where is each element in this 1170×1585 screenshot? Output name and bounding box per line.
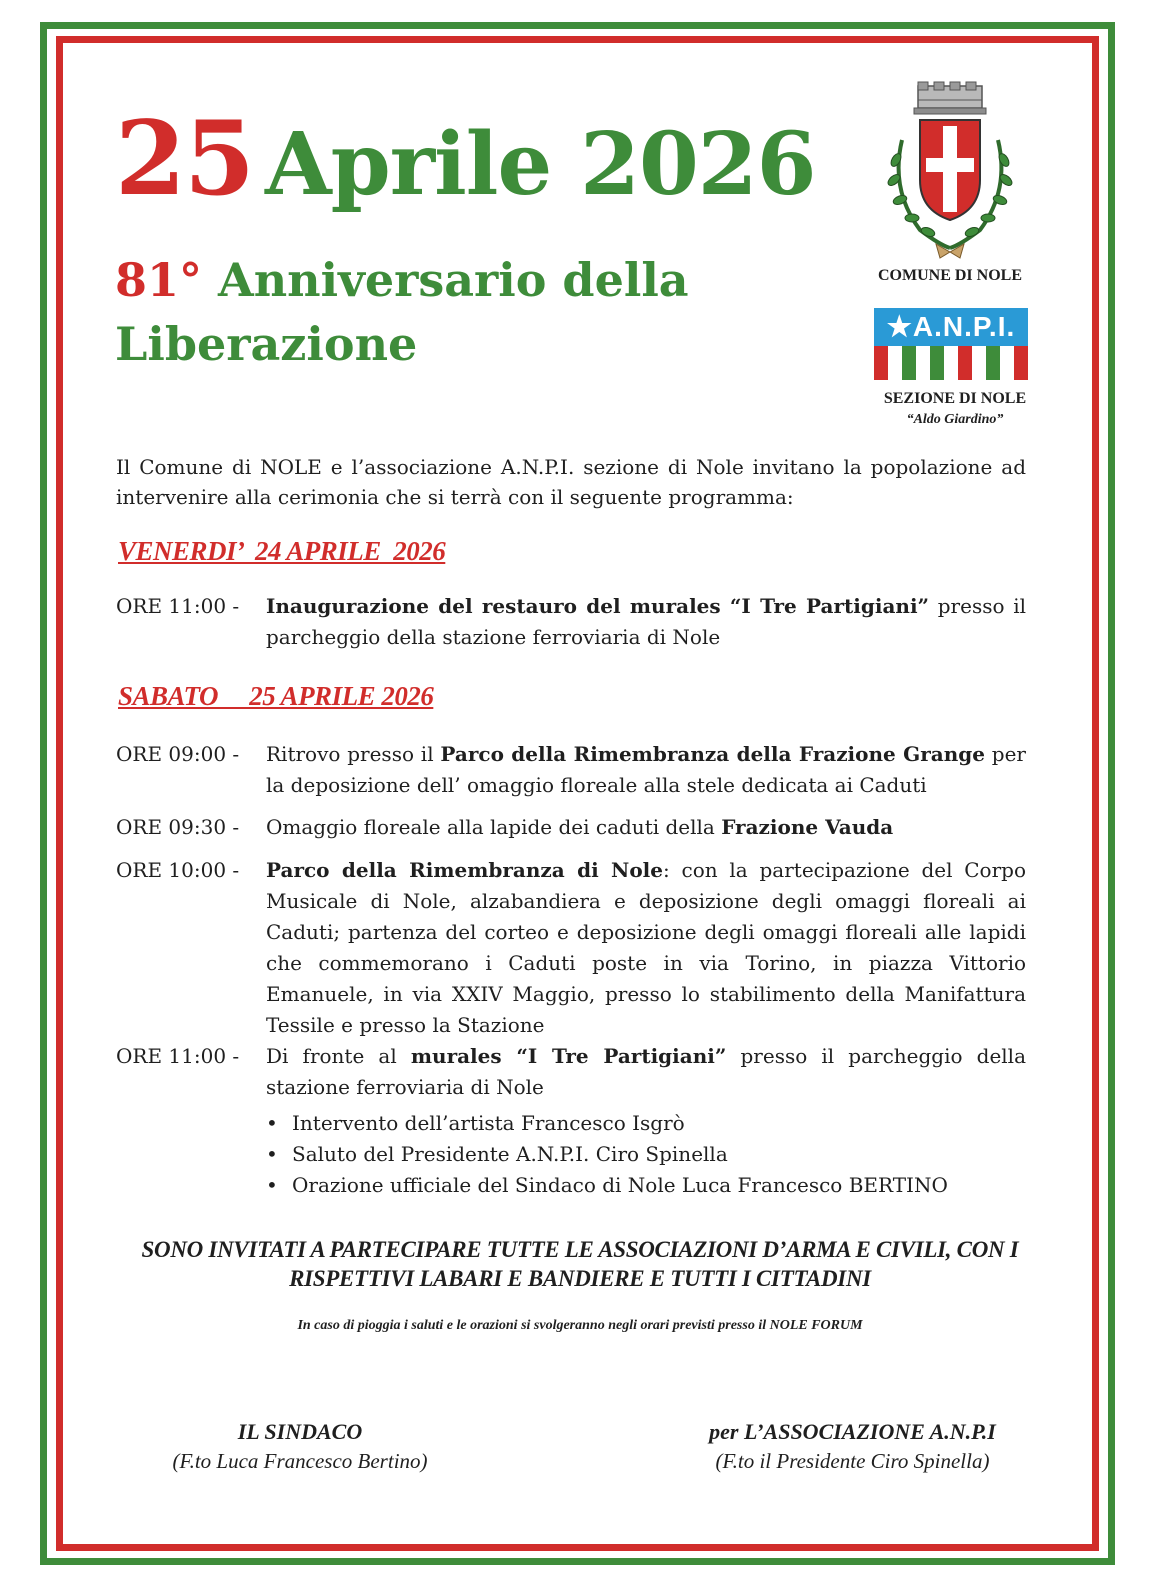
event-time: ORE 09:30 - (116, 815, 240, 839)
event-time: ORE 09:00 - (116, 742, 240, 766)
signature-mayor (120, 1418, 480, 1476)
event-saturday-1100 (116, 1041, 1026, 1103)
anniversary-number: 81° (115, 253, 203, 307)
signature-name: (F.to Luca Francesco Bertino) (172, 1449, 428, 1473)
event-description (266, 1041, 1026, 1103)
event-text: per la deposizione dell’ omaggio floreale alla stele dedicata ai Caduti (266, 742, 1026, 797)
event-text: Di fronte al (266, 1044, 411, 1068)
event-text: : con la partecipazione del Corpo Musicale di Nole, alzabandiera e deposizione degli omaggi floreali ai Caduti; partenza del corteo e deposizione degli omaggi floreali alle lapidi che commemorano i Caduti poste in via Torino, in piazza Vittorio Emanuele, in via XXIV Maggio, presso lo stabilimento della Manifattura Tessile e presso la Stazione (266, 858, 1026, 1037)
comune-label: COMUNE DI NOLE (877, 267, 1022, 284)
event-saturday-0930 (116, 812, 1026, 843)
event-time: ORE 11:00 - (116, 1044, 240, 1068)
event-description (266, 855, 1026, 1041)
event-saturday-0900 (116, 739, 1026, 801)
event-highlight: Frazione Vauda (721, 815, 894, 839)
event-highlight: Parco della Rimembranza di Nole (266, 858, 664, 882)
event-text: Ritrovo presso il (266, 742, 441, 766)
speaker-list (266, 1108, 1026, 1201)
list-item: • Saluto del Presidente A.N.P.I. Ciro Spinella (266, 1139, 1026, 1170)
intro-paragraph: Il Comune di NOLE e l’associazione A.N.P.I. sezione di Nole invitano la popolazione ad intervenire alla cerimonia che si terrà con il seguente programma: (116, 455, 1026, 509)
rain-note: In caso di pioggia i saluti e le orazioni si svolgeranno negli orari previsti presso il NOLE FORUM (297, 1318, 863, 1333)
event-highlight: Parco della Rimembranza della Frazione Grange (440, 742, 985, 766)
anpi-acronym: A.N.P.I. (912, 311, 1016, 342)
list-item: • Intervento dell’artista Francesco Isgrò (266, 1108, 1026, 1139)
title-day: 25 (115, 99, 253, 219)
event-saturday-1000 (116, 855, 1026, 1041)
invitation-notice: SONO INVITATI A PARTECIPARE TUTTE LE ASSOCIAZIONI D’ARMA E CIVILI, CON I RISPETTIVI LABARI E BANDIERE E TUTTI I CITTADINI (141, 1237, 1019, 1291)
signature-anpi (660, 1418, 1045, 1476)
event-time: ORE 10:00 - (116, 858, 240, 882)
signature-role: IL SINDACO (237, 1419, 363, 1444)
comune-crest-icon (880, 80, 1020, 260)
day-heading-saturday: SABATO 25 APRILE 2026 (118, 681, 434, 711)
star-icon: ★ (886, 311, 913, 342)
event-friday-1100 (116, 591, 1026, 653)
event-highlight: Inaugurazione del restauro del murales “I Tre Partigiani” (266, 594, 930, 618)
anpi-logo-text (874, 308, 1028, 346)
event-time: ORE 11:00 - (116, 594, 240, 618)
event-text: presso il parcheggio della stazione ferroviaria di Nole (266, 1044, 1026, 1099)
signature-name: (F.to il Presidente Ciro Spinella) (715, 1449, 990, 1473)
title-month-year: Aprile 2026 (264, 114, 816, 215)
signature-role: per L’ASSOCIAZIONE A.N.P.I (709, 1419, 996, 1444)
list-item: • Orazione ufficiale del Sindaco di Nole Luca Francesco BERTINO (266, 1170, 1026, 1201)
anpi-flag-stripes (874, 346, 1028, 380)
sezione-name: “Aldo Giardino” (906, 412, 1004, 427)
poster-title (115, 99, 816, 219)
subtitle-text: Anniversario della Liberazione (115, 253, 689, 371)
event-text: Omaggio floreale alla lapide dei caduti della (266, 815, 722, 839)
day-heading-friday: VENERDI’ 24 APRILE 2026 (118, 536, 446, 566)
anpi-logo (874, 308, 1028, 380)
event-description (266, 739, 1026, 801)
event-text: presso il parcheggio della stazione ferroviaria di Nole (266, 594, 1026, 649)
event-highlight: murales “I Tre Partigiani” (410, 1044, 727, 1068)
sezione-label: SEZIONE DI NOLE (883, 390, 1027, 407)
event-description (266, 812, 1026, 843)
poster-subtitle (115, 248, 735, 376)
event-description (266, 591, 1026, 653)
